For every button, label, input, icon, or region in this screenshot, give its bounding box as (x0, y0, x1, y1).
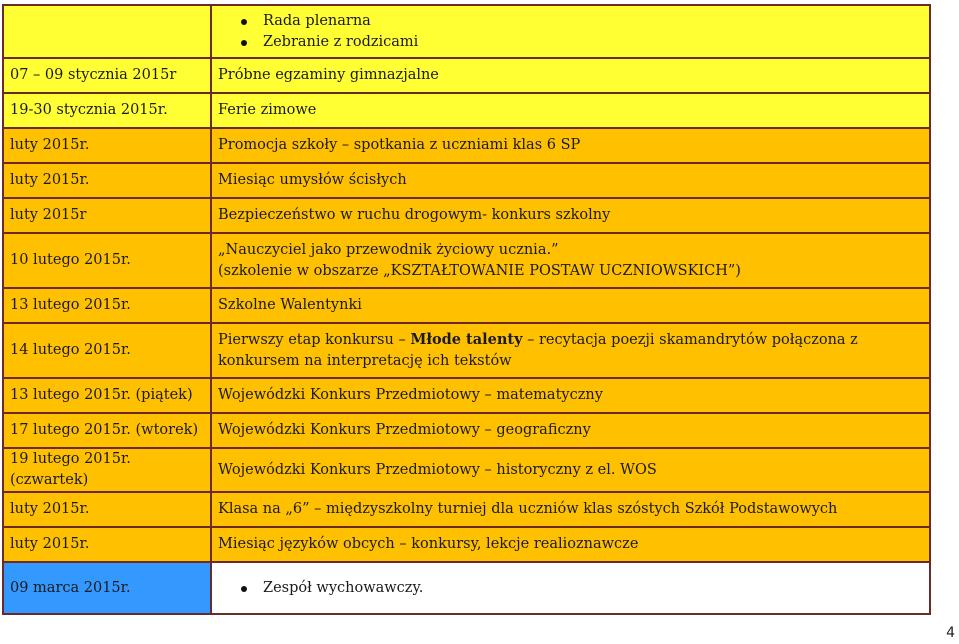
date-cell: 17 lutego 2015r. (wtorek) (3, 413, 211, 448)
table-row (3, 527, 930, 562)
list-item (263, 11, 923, 32)
event-cell: Promocja szkoły – spotkania z uczniami klas 6 SP (211, 128, 930, 163)
date-cell: 13 lutego 2015r. (3, 288, 211, 323)
date-cell: luty 2015r. (3, 163, 211, 198)
date-cell: 10 lutego 2015r. (3, 233, 211, 288)
table-row (3, 163, 930, 198)
event-cell: Wojewódzki Konkurs Przedmiotowy – matematyczny (211, 378, 930, 413)
list-item (263, 32, 923, 53)
event-text: – recytacja poezji skamandrytów połączona z konkursem na interpretację ich tekstów (218, 332, 858, 369)
event-cell: Bezpieczeństwo w ruchu drogowym- konkurs szkolny (211, 198, 930, 233)
event-line: „Nauczyciel jako przewodnik życiowy ucznia.” (218, 241, 559, 258)
table-row (3, 413, 930, 448)
date-cell: 14 lutego 2015r. (3, 323, 211, 378)
date-cell: 09 marca 2015r. (3, 562, 211, 614)
date-cell: 07 – 09 stycznia 2015r (3, 58, 211, 93)
bullet-list (218, 11, 923, 53)
date-cell (3, 5, 211, 58)
event-cell (211, 323, 930, 378)
table-row (3, 562, 930, 614)
list-item-text: Rada plenarna (263, 12, 371, 29)
date-cell: luty 2015r. (3, 128, 211, 163)
page-number: 4 (946, 625, 955, 641)
event-cell: Próbne egzaminy gimnazjalne (211, 58, 930, 93)
event-cell: Miesiąc umysłów ścisłych (211, 163, 930, 198)
event-cell: Miesiąc języków obcych – konkursy, lekcje realioznawcze (211, 527, 930, 562)
event-cell: Klasa na „6” – międzyszkolny turniej dla uczniów klas szóstych Szkół Podstawowych (211, 492, 930, 527)
event-cell: Wojewódzki Konkurs Przedmiotowy – geograficzny (211, 413, 930, 448)
date-cell: 13 lutego 2015r. (piątek) (3, 378, 211, 413)
event-cell: Wojewódzki Konkurs Przedmiotowy – historyczny z el. WOS (211, 448, 930, 492)
date-cell: 19 lutego 2015r. (czwartek) (3, 448, 211, 492)
event-cell: Ferie zimowe (211, 93, 930, 128)
table-row (3, 5, 930, 58)
event-cell: Szkolne Walentynki (211, 288, 930, 323)
table-row (3, 323, 930, 378)
list-item-text: Zebranie z rodzicami (263, 33, 419, 50)
date-cell: luty 2015r. (3, 527, 211, 562)
date-cell: 19-30 stycznia 2015r. (3, 93, 211, 128)
table-row (3, 288, 930, 323)
event-cell (211, 5, 930, 58)
table-row (3, 378, 930, 413)
list-item (263, 578, 923, 599)
table-row (3, 233, 930, 288)
event-cell (211, 233, 930, 288)
table-row (3, 448, 930, 492)
bullet-icon (241, 586, 247, 592)
event-line: (szkolenie w obszarze „KSZTAŁTOWANIE POSTAW UCZNIOWSKICH”) (218, 262, 741, 279)
event-text: Pierwszy etap konkursu – (218, 332, 411, 348)
event-cell (211, 562, 930, 614)
schedule-table (2, 4, 931, 615)
date-cell: luty 2015r (3, 198, 211, 233)
list-item-text: Zespół wychowawczy. (263, 579, 424, 596)
bullet-icon (241, 19, 247, 25)
bullet-icon (241, 40, 247, 46)
bullet-list (218, 578, 923, 599)
table-row (3, 492, 930, 527)
contest-name: Młode talenty (410, 331, 523, 348)
date-cell: luty 2015r. (3, 492, 211, 527)
table-row (3, 93, 930, 128)
table-row (3, 128, 930, 163)
table-row (3, 58, 930, 93)
table-row (3, 198, 930, 233)
